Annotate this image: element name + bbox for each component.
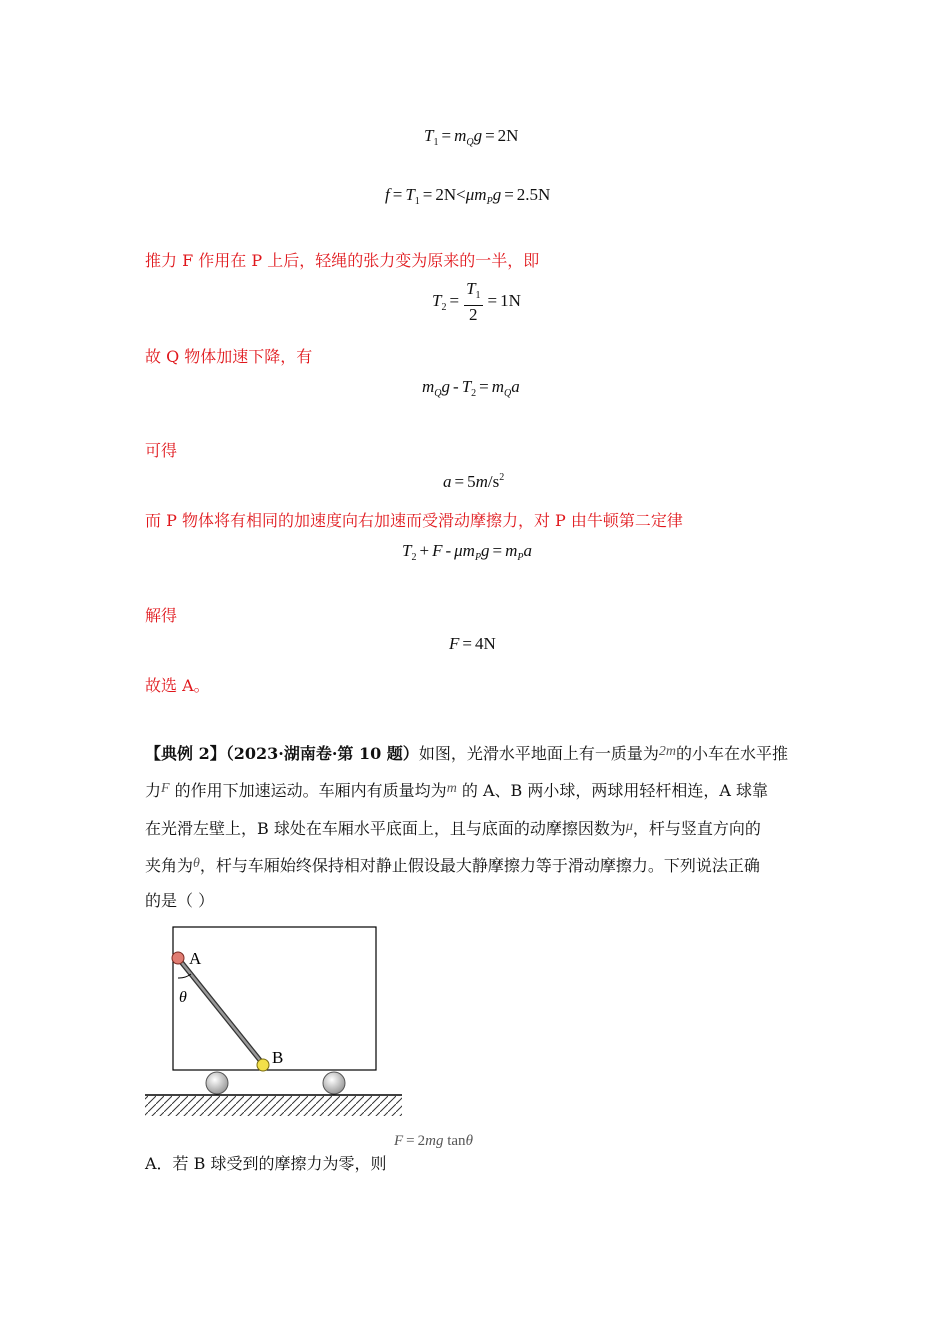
option-a-text: A．若 B 球受到的摩擦力为零，则 — [145, 1154, 387, 1173]
solution-line-2: 故 Q 物体加速下降，有 — [145, 347, 313, 366]
example-line-1: 【典例 2】（2023·湖南卷·第 10 题）如图，光滑水平地面上有一质量为2m的小车在水平推 — [145, 744, 788, 763]
cart-figure — [140, 920, 410, 1120]
label-b: B — [272, 1048, 284, 1067]
label-a: A — [189, 949, 202, 968]
equation-p-motion: $T_2 + F - \mu m_Pg = m_Pa$ — [402, 541, 533, 563]
solution-line-4: 而 P 物体将有相同的加速度向右加速而受滑动摩擦力，对 P 由牛顿第二定律 — [145, 511, 683, 530]
solution-line-3: 可得 — [145, 441, 178, 460]
equation-t1: $T_1 = m_Qg = 2N$ — [424, 126, 519, 148]
wheel-left — [206, 1072, 228, 1094]
ground-hatch — [145, 1096, 402, 1116]
solution-line-5: 解得 — [145, 606, 178, 625]
solution-line-6: 故选 A。 — [145, 676, 210, 695]
ball-a — [172, 952, 184, 964]
equation-q-motion: $m_Qg - T_2 = m_Qa$ — [422, 377, 520, 399]
label-theta: θ — [179, 989, 187, 1006]
solution-line-1: 推力 F 作用在 P 上后，轻绳的张力变为原来的一半，即 — [145, 251, 540, 270]
example-tag: 【典例 2】 — [145, 744, 226, 763]
ball-b — [257, 1059, 269, 1071]
fraction: $\frac{T_1}{2}$ — [466, 279, 481, 324]
example-line-5: 的是（ ） — [145, 891, 215, 910]
equation-acceleration: $a = 5m/s^2$ — [443, 472, 505, 491]
example-line-4: 夹角为θ，杆与车厢始终保持相对静止假设最大静摩擦力等于滑动摩擦力。下列说法正确 — [145, 856, 760, 875]
example-line-3: 在光滑左壁上，B 球处在车厢水平底面上，且与底面的动摩擦因数为μ，杆与竖直方向的 — [145, 819, 761, 838]
example-line-2: 力F 的作用下加速运动。车厢内有质量均为m 的 A、B 两小球，两球用轻杆相连，A 球靠 — [145, 781, 769, 800]
equation-force-result: F = 4N — [449, 634, 496, 653]
option-a-equation: F = 2mg tanθ — [394, 1133, 473, 1149]
example-source: （2023·湖南卷·第 10 题） — [225, 744, 419, 763]
equation-t2: $T_2$ = $\frac{T_1}{2}$ = 1N — [432, 279, 521, 324]
equation-friction: $f = T_1 = 2N<\mu m_Pg = 2.5N$ — [385, 185, 551, 207]
wheel-right — [323, 1072, 345, 1094]
